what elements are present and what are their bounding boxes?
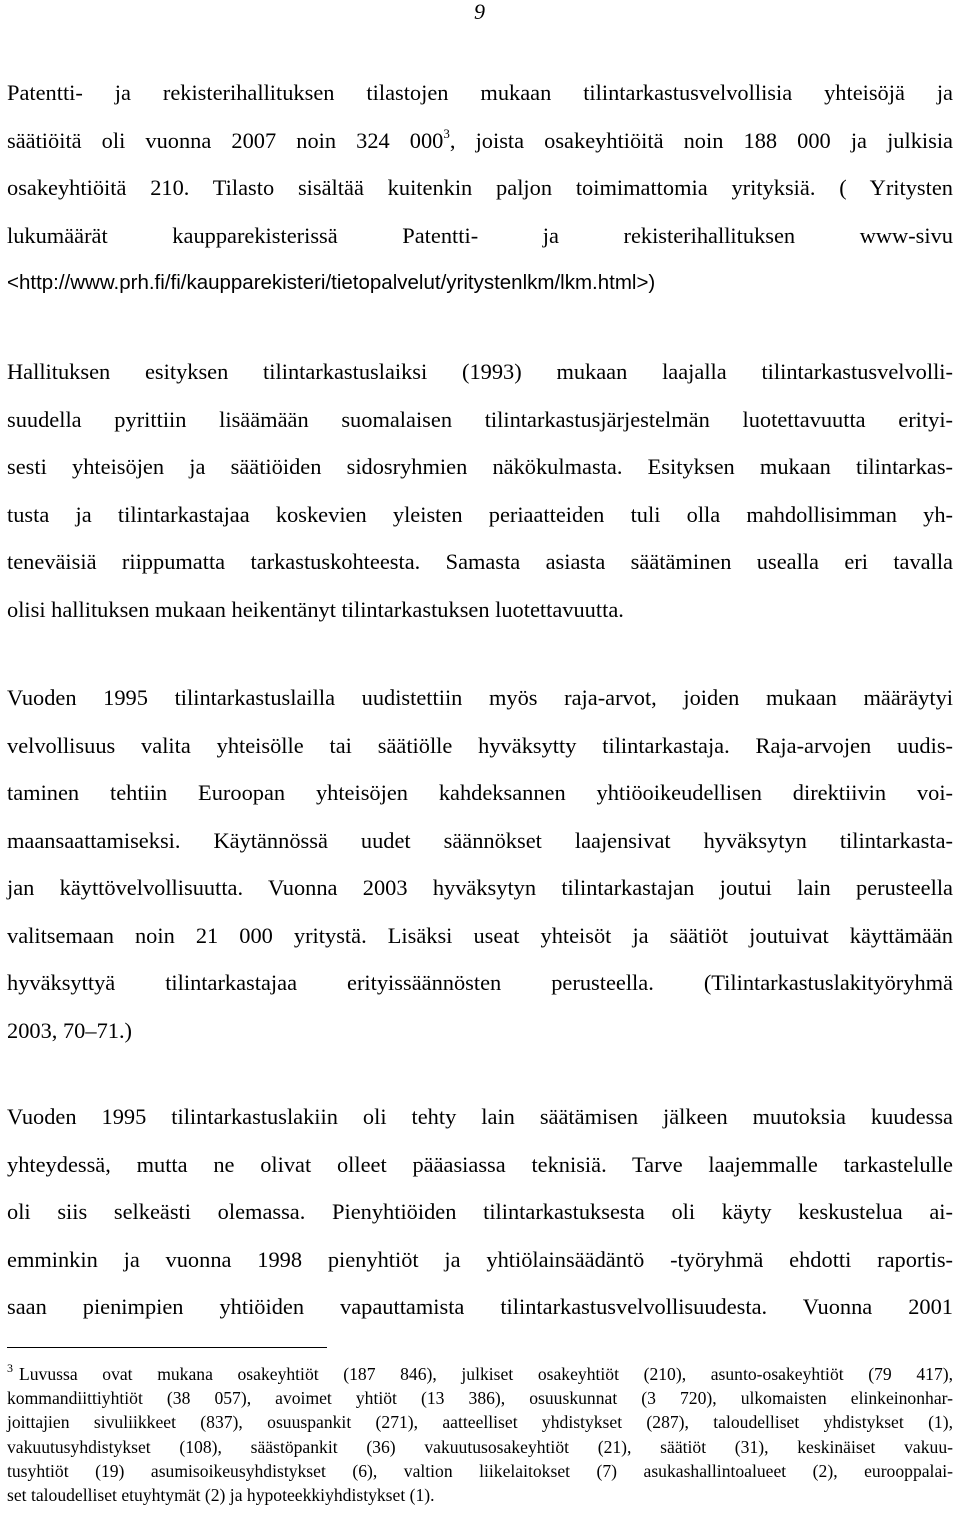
paragraph-line: oli siis selkeästi olemassa. Pienyhtiöiden tilintarkastuksesta oli käyty keskustelua ai- [7,1199,953,1224]
footnote-line [7,1362,953,1386]
paragraph-line: taminen tehtiin Euroopan yhteisöjen kahdeksannen yhtiöoikeudellisen direktiivin voi- [7,780,953,805]
paragraph-line: velvollisuus valita yhteisölle tai säätiölle hyväksytty tilintarkastaja. Raja-arvojen uudis- [7,732,953,758]
paragraph-line: maansaattamiseksi. Käytännössä uudet säännökset laajensivat hyväksytyn tilintarkasta- [7,827,953,853]
paragraph-line: Vuoden 1995 tilintarkastuslailla uudistettiin myös raja-arvot, joiden mukaan määräytyi [7,685,953,710]
paragraph-4 [7,1093,953,1331]
footnote-marker: 3 [7,1361,13,1375]
paragraph-line: Vuoden 1995 tilintarkastuslakiin oli tehty lain säätämisen jälkeen muutoksia kuudessa [7,1104,953,1129]
paragraph-line: tusta ja tilintarkastajaa koskevien yleisten periaatteiden tuli olla mahdollisimman yh- [7,501,953,527]
footnote-separator [7,1347,327,1348]
paragraph-line: yhteydessä, mutta ne olivat olleet pääasiassa teknisiä. Tarve laajemmalle tarkastelulle [7,1151,953,1177]
paragraph-line: Patentti- ja rekisterihallituksen tilastojen mukaan tilintarkastusvelvollisia yhteisöjä ja [7,80,953,105]
paragraph-line: olisi hallituksen mukaan heikentänyt tilintarkastuksen luotettavuutta. [7,596,624,622]
footnote-reference[interactable]: 3 [443,125,450,141]
paragraph-line-with-footnote-ref [7,117,953,165]
paragraph-line: saan pienimpien yhtiöiden vapauttamista tilintarkastusvelvollisuudesta. Vuonna 2001 [7,1294,953,1319]
footnote [7,1362,953,1507]
footnote-line: tusyhtiöt (19) asumisoikeusyhdistykset (6), valtion liikelaitokset (7) asukashallintoalueet (2), eurooppalai- [7,1460,953,1481]
paragraph-line: osakeyhtiöitä 210. Tilasto sisältää kuitenkin paljon toimimattomia yrityksiä. ( Yritysten [7,175,953,200]
text-segment: , joista osakeyhtiöitä noin 188 000 ja julkisia [449,127,953,153]
text-segment: Luvussa ovat mukana osakeyhtiöt (187 846), julkiset osakeyhtiöt (210), asunto-osakeyhtiöt (79 417), [19,1364,953,1384]
footnote-line: joittajien sivuliikkeet (837), osuuspankit (271), aatteelliset yhdistykset (287), taloudelliset yhdistykset (1), [7,1412,953,1433]
paragraph-1 [7,69,953,307]
paragraph-line: emminkin ja vuonna 1998 pienyhtiöt ja yhtiölainsäädäntö -työryhmä ehdotti raportis- [7,1246,953,1272]
footnote-line: kommandiittiyhtiöt (38 057), avoimet yhtiöt (13 386), osuuskunnat (3 720), ulkomaisten elinkeinonhar- [7,1388,953,1409]
url-line[interactable]: <http://www.prh.fi/fi/kaupparekisteri/tietopalvelut/yritystenlkm/lkm.html>) [7,271,656,294]
footnote-line: set taloudelliset etuyhtymät (2) ja hypoteekkiyhdistykset (1). [7,1484,435,1505]
paragraph-3 [7,674,953,1054]
paragraph-line: hyväksyttyä tilintarkastajaa erityissäännösten perusteella. (Tilintarkastuslakityöryhmä [7,970,953,995]
paragraph-line: Hallituksen esityksen tilintarkastuslaiksi (1993) mukaan laajalla tilintarkastusvelvolli- [7,359,953,384]
paragraph-line: teneväisiä riippumatta tarkastuskohteesta. Samasta asiasta säätäminen usealla eri tavalla [7,549,953,574]
paragraph-line: 2003, 70–71.) [7,1017,133,1043]
paragraph-line: jan käyttövelvollisuutta. Vuonna 2003 hyväksytyn tilintarkastajan joutui lain perusteella [7,875,953,900]
paragraph-line: suudella pyrittiin lisäämään suomalaisen tilintarkastusjärjestelmän luotettavuutta erityi- [7,406,953,432]
paragraph-line: sesti yhteisöjen ja säätiöiden sidosryhmien näkökulmasta. Esityksen mukaan tilintarkas- [7,454,953,479]
footnote-line: vakuutusyhdistykset (108), säästöpankit (36) vakuutusosakeyhtiöt (21), säätiöt (31), keskinäiset vakuu- [7,1436,953,1457]
text-segment: säätiöitä oli vuonna 2007 noin 324 000 [7,127,444,153]
page-number: 9 [474,0,485,24]
paragraph-line: valitsemaan noin 21 000 yritystä. Lisäksi useat yhteisöt ja säätiöt joutuivat käyttämään [7,922,953,948]
paragraph-2 [7,348,953,633]
paragraph-line: lukumäärät kaupparekisterissä Patentti- ja rekisterihallituksen www-sivu [7,222,953,248]
